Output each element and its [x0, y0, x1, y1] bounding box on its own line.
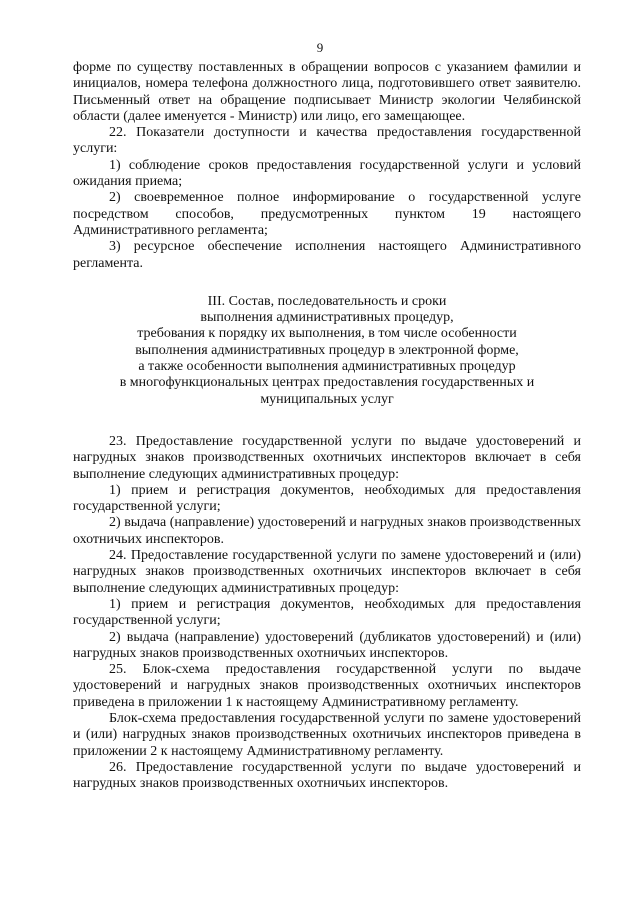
- paragraph-26: 26. Предоставление государственной услуги по выдаче удостоверений и нагрудных знаков производственных охотничьих инспекторов.: [73, 759, 581, 792]
- heading-line: III. Состав, последовательность и сроки: [207, 293, 447, 309]
- section-heading-iii: [73, 294, 581, 408]
- paragraph-24-item-2: 2) выдача (направление) удостоверений (дубликатов удостоверений) и (или) нагрудных знаков производственных охотничьих инспекторов.: [73, 629, 581, 661]
- paragraph-22-item-3: 3) ресурсное обеспечение исполнения настоящего Административного регламента.: [73, 239, 581, 271]
- heading-line: в многофункциональных центрах предоставления государственных и: [119, 375, 535, 391]
- paragraph-25: 25. Блок-схема предоставления государственной услуги по выдаче удостоверений и нагрудных знаков производственных охотничьих инспекторов приведена в приложении 1 к настоящему Административному регламенту.: [73, 662, 581, 710]
- paragraph-22-item-1: 1) соблюдение сроков предоставления государственной услуги и условий ожидания приема;: [73, 157, 581, 190]
- paragraph-22-item-2: 2) своевременное полное информирование о государственной услуге посредством способов, предусмотренных пунктом 19 настоящего Административного регламента;: [73, 190, 581, 238]
- paragraph-24-item-1: 1) прием и регистрация документов, необходимых для предоставления государственной услуги;: [73, 596, 581, 629]
- heading-line: выполнения административных процедур в электронной форме,: [135, 342, 519, 358]
- heading-line: требования к порядку их выполнения, в том числе особенности: [137, 326, 517, 342]
- paragraph-23-item-1: 1) прием и регистрация документов, необходимых для предоставления государственной услуги;: [73, 482, 581, 515]
- page-number: 9: [316, 40, 324, 55]
- document-body: [73, 60, 581, 792]
- heading-line: выполнения административных процедур,: [200, 310, 454, 326]
- paragraph-22: 22. Показатели доступности и качества предоставления государственной услуги:: [73, 125, 581, 157]
- paragraph-continuation: форме по существу поставленных в обращении вопросов с указанием фамилии и инициалов, номера телефона должностного лица, подготовившего ответ заявителю. Письменный ответ на обращение подписывает Министр экологии Челябинской области (далее именуется - Министр) или лицо, его замещающее.: [73, 60, 581, 124]
- heading-line: муниципальных услуг: [260, 391, 394, 407]
- heading-line: а также особенности выполнения административных процедур: [138, 359, 516, 375]
- paragraph-24: 24. Предоставление государственной услуги по замене удостоверений и (или) нагрудных знаков производственных охотничьих инспекторов включает в себя выполнение следующих административных процедур:: [73, 548, 581, 596]
- paragraph-23: 23. Предоставление государственной услуги по выдаче удостоверений и нагрудных знаков производственных охотничьих инспекторов включает в себя выполнение следующих административных процедур:: [73, 433, 581, 482]
- paragraph-25-second: Блок-схема предоставления государственной услуги по замене удостоверений и (или) нагрудных знаков производственных охотничьих инспекторов приведена в приложении 2 к настоящему Административному регламенту.: [73, 710, 581, 759]
- paragraph-23-item-2: 2) выдача (направление) удостоверений и нагрудных знаков производственных охотничьих инспекторов.: [73, 515, 581, 547]
